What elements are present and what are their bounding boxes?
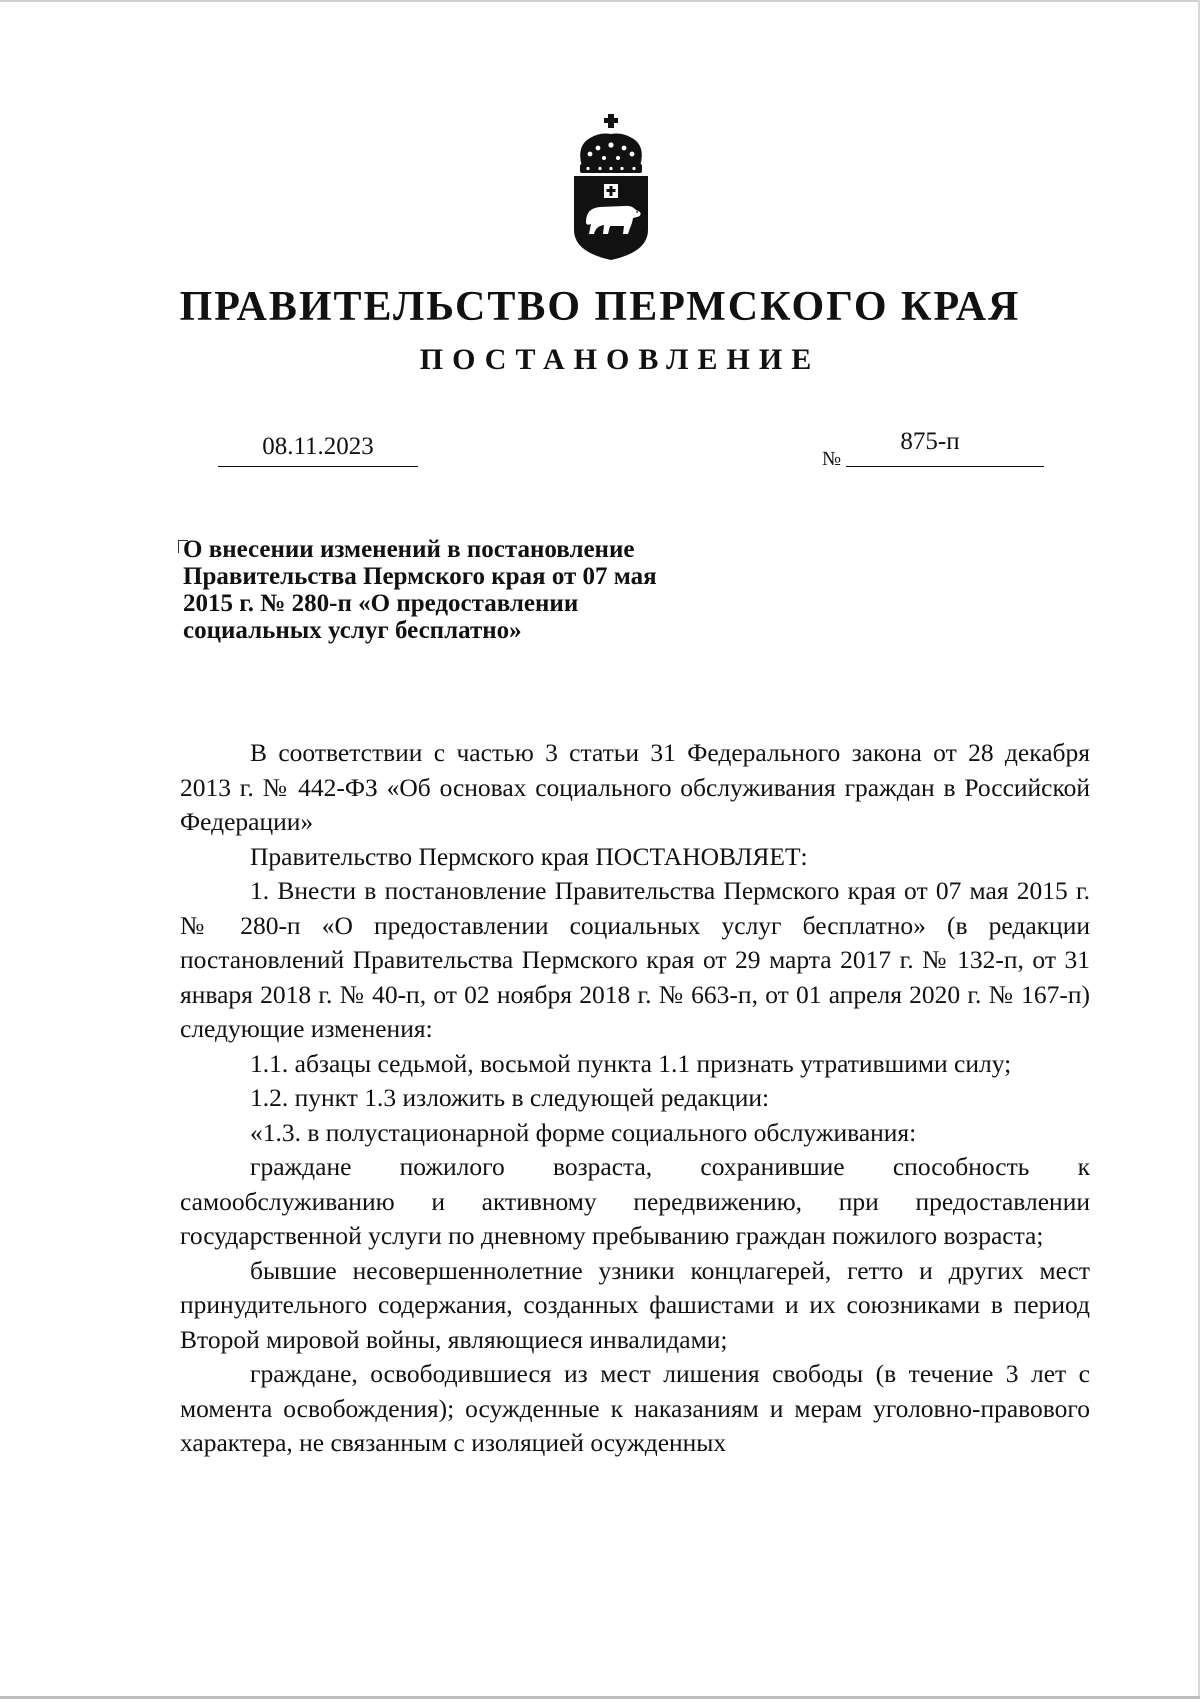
subject-line: социальных услуг бесплатно» [183, 617, 522, 644]
document-type: ПОСТАНОВЛЕНИЕ [419, 343, 821, 376]
number-sign: № [822, 448, 842, 470]
document-date-field [218, 430, 418, 467]
document-number-field [846, 424, 1044, 467]
document-body [180, 736, 1090, 1461]
body-paragraph-item-1-2: 1.2. пункт 1.3 изложить в следующей редакции: [250, 1083, 770, 1112]
body-paragraph-released: граждане, освободившиеся из мест лишения свободы (в течение 3 лет с момента освобождения); осужденные к наказаниям и мерам уголовно-правового характера, не связанным с изоляцией осужденных [180, 1359, 1090, 1457]
document-date: 08.11.2023 [262, 433, 374, 460]
perm-krai-coat-of-arms-icon [566, 112, 656, 262]
subject-line: Правительства Пермского края от 07 мая [183, 563, 657, 590]
body-paragraph-prisoners: бывшие несовершеннолетние узники концлагерей, гетто и других мест принудительного содержания, созданных фашистами и их союзниками в период Второй мировой войны, являющиеся инвалидами; [180, 1255, 1090, 1354]
document-subject [183, 536, 783, 644]
subject-line: О внесении изменений в постановление [183, 536, 635, 563]
organization-title: ПРАВИТЕЛЬСТВО ПЕРМСКОГО КРАЯ [179, 284, 1021, 330]
body-paragraph-item-1-1: 1.1. абзацы седьмой, восьмой пункта 1.1 признать утратившими силу; [250, 1048, 1012, 1078]
document-number: 875-п [900, 428, 960, 455]
body-paragraph-preamble: В соответствии с частью 3 статьи 31 Федерального закона от 28 декабря 2013 г. № 442-ФЗ «Об основах социального обслуживания граждан в Российской Федерации» [180, 738, 1090, 836]
body-paragraph-elderly: граждане пожилого возраста, сохранившие способность к самообслуживанию и активному передвижению, при предоставлении государственной услуги по дневному пребыванию граждан пожилого возраста; [180, 1152, 1090, 1250]
scan-edge [0, 0, 1200, 2]
body-paragraph-resolves: Правительство Пермского края ПОСТАНОВЛЯЕТ: [250, 841, 808, 871]
subject-line: 2015 г. № 280-п «О предоставлении [183, 590, 579, 617]
body-paragraph-item-1: 1. Внести в постановление Правительства Пермского края от 07 мая 2015 г. № 280-п «О предоставлении социальных услуг бесплатно» (в редакции постановлений Правительства Пермского края от 29 марта 2017 г. № 132-п, от 31 января 2018 г. № 40-п, от 02 ноября 2018 г. № 663-п, от 01 апреля 2020 г. № 167-п) следующие изменения: [180, 876, 1090, 1043]
body-paragraph-item-1-3: «1.3. в полустационарной форме социального обслуживания: [250, 1117, 917, 1147]
